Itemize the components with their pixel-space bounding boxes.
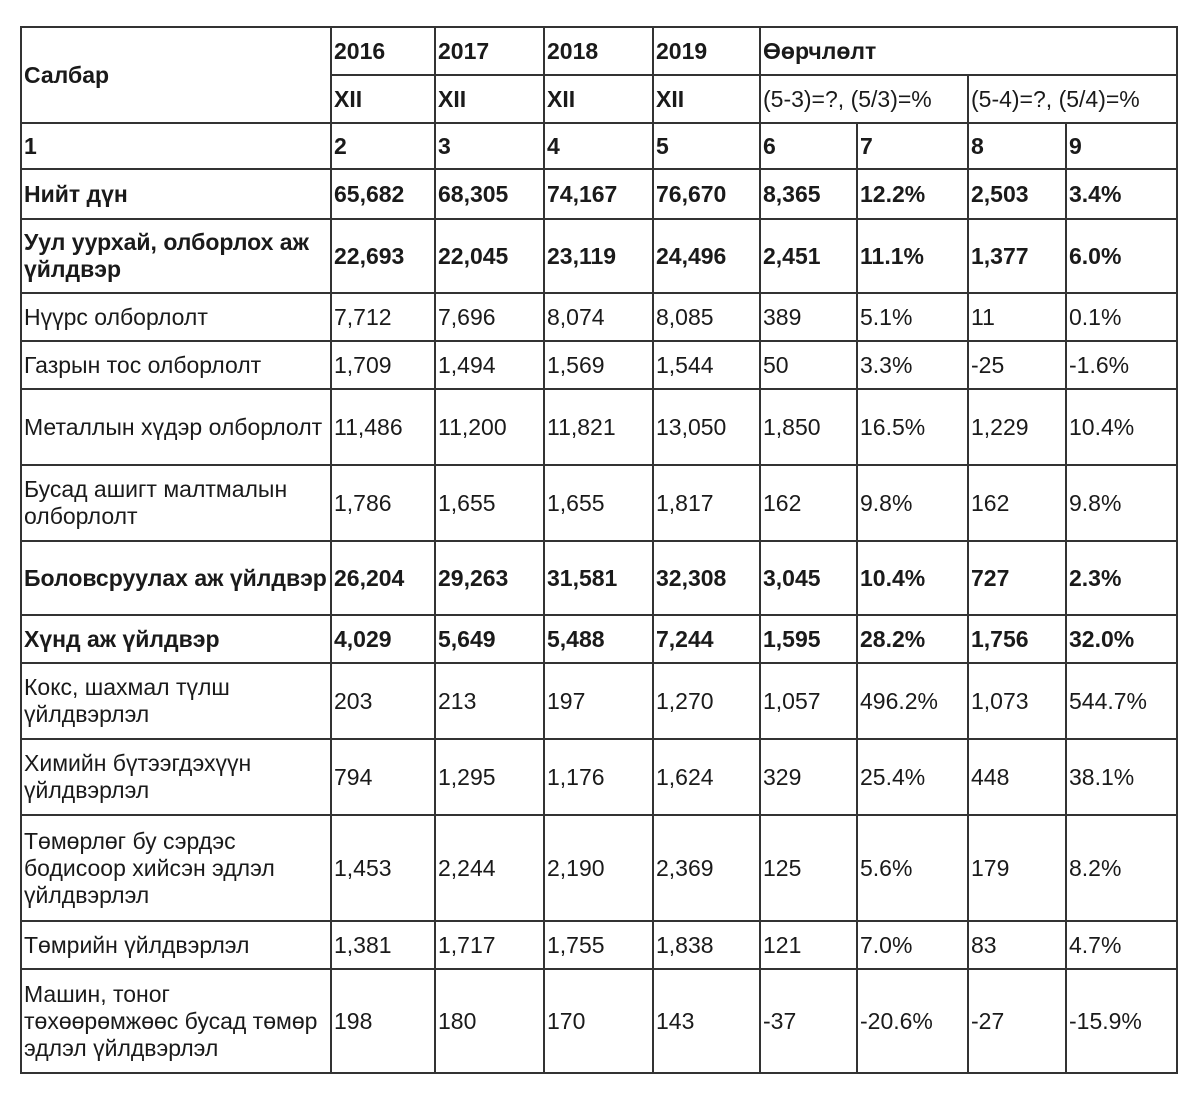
value-cell: -25: [968, 341, 1066, 389]
sector-name-cell: Кокс, шахмал түлш үйлдвэрлэл: [21, 663, 331, 739]
table-row: [21, 219, 1177, 293]
value-cell: 125: [760, 815, 857, 921]
value-cell: 1,569: [544, 341, 653, 389]
value-cell: 329: [760, 739, 857, 815]
column-number-cell: 8: [968, 123, 1066, 169]
value-cell: 1,595: [760, 615, 857, 663]
value-cell: 2,190: [544, 815, 653, 921]
value-cell: 0.1%: [1066, 293, 1177, 341]
value-cell: 143: [653, 969, 760, 1073]
value-cell: 7,712: [331, 293, 435, 341]
sector-name-cell: Төмрийн үйлдвэрлэл: [21, 921, 331, 969]
year-header-2016: 2016: [331, 27, 435, 75]
value-cell: 22,045: [435, 219, 544, 293]
value-cell: 727: [968, 541, 1066, 615]
value-cell: 76,670: [653, 169, 760, 219]
value-cell: 1,544: [653, 341, 760, 389]
sector-name-cell: Металлын хүдэр олборлолт: [21, 389, 331, 465]
value-cell: 1,381: [331, 921, 435, 969]
value-cell: 3.4%: [1066, 169, 1177, 219]
value-cell: 1,756: [968, 615, 1066, 663]
value-cell: 1,377: [968, 219, 1066, 293]
value-cell: 11.1%: [857, 219, 968, 293]
value-cell: 1,655: [544, 465, 653, 541]
value-cell: 28.2%: [857, 615, 968, 663]
value-cell: 26,204: [331, 541, 435, 615]
value-cell: 213: [435, 663, 544, 739]
value-cell: 1,786: [331, 465, 435, 541]
value-cell: 1,057: [760, 663, 857, 739]
column-number-cell: 1: [21, 123, 331, 169]
value-cell: 2,451: [760, 219, 857, 293]
value-cell: 1,755: [544, 921, 653, 969]
value-cell: 10.4%: [1066, 389, 1177, 465]
value-cell: 1,229: [968, 389, 1066, 465]
change-header-cell: Өөрчлөлт: [760, 27, 1177, 75]
table-row: [21, 389, 1177, 465]
table-row: [21, 293, 1177, 341]
value-cell: 32.0%: [1066, 615, 1177, 663]
value-cell: 9.8%: [1066, 465, 1177, 541]
value-cell: 1,624: [653, 739, 760, 815]
change-subheader-b: (5-4)=?, (5/4)=%: [968, 75, 1177, 123]
sector-name-cell: Нүүрс олборлолт: [21, 293, 331, 341]
column-number-cell: 9: [1066, 123, 1177, 169]
value-cell: 1,717: [435, 921, 544, 969]
change-subheader-a: (5-3)=?, (5/3)=%: [760, 75, 968, 123]
table-row: [21, 969, 1177, 1073]
value-cell: 11,486: [331, 389, 435, 465]
value-cell: 7,244: [653, 615, 760, 663]
year-header-2018: 2018: [544, 27, 653, 75]
value-cell: 31,581: [544, 541, 653, 615]
value-cell: 5.6%: [857, 815, 968, 921]
value-cell: 11,821: [544, 389, 653, 465]
value-cell: 170: [544, 969, 653, 1073]
value-cell: 5.1%: [857, 293, 968, 341]
column-number-cell: 4: [544, 123, 653, 169]
value-cell: 11,200: [435, 389, 544, 465]
value-cell: 198: [331, 969, 435, 1073]
value-cell: 16.5%: [857, 389, 968, 465]
value-cell: 448: [968, 739, 1066, 815]
value-cell: 121: [760, 921, 857, 969]
table-row: [21, 921, 1177, 969]
header-row-years: [21, 27, 1177, 75]
sector-name-cell: Газрын тос олборлолт: [21, 341, 331, 389]
value-cell: 24,496: [653, 219, 760, 293]
column-number-cell: 6: [760, 123, 857, 169]
value-cell: 22,693: [331, 219, 435, 293]
value-cell: 1,817: [653, 465, 760, 541]
value-cell: 7.0%: [857, 921, 968, 969]
sector-name-cell: Хүнд аж үйлдвэр: [21, 615, 331, 663]
sector-name-cell: Бусад ашигт малтмалын олборлолт: [21, 465, 331, 541]
year-header-2019: 2019: [653, 27, 760, 75]
value-cell: 8,085: [653, 293, 760, 341]
value-cell: 25.4%: [857, 739, 968, 815]
value-cell: 4,029: [331, 615, 435, 663]
value-cell: 1,494: [435, 341, 544, 389]
table-row: [21, 341, 1177, 389]
value-cell: 1,655: [435, 465, 544, 541]
column-number-row: [21, 123, 1177, 169]
table-row: [21, 663, 1177, 739]
value-cell: 1,709: [331, 341, 435, 389]
value-cell: 13,050: [653, 389, 760, 465]
value-cell: 3,045: [760, 541, 857, 615]
value-cell: -37: [760, 969, 857, 1073]
value-cell: 23,119: [544, 219, 653, 293]
value-cell: 203: [331, 663, 435, 739]
value-cell: 12.2%: [857, 169, 968, 219]
value-cell: 74,167: [544, 169, 653, 219]
value-cell: 2,503: [968, 169, 1066, 219]
table-row: [21, 541, 1177, 615]
value-cell: 162: [760, 465, 857, 541]
period-header-2019: XII: [653, 75, 760, 123]
sector-name-cell: Нийт дүн: [21, 169, 331, 219]
value-cell: -20.6%: [857, 969, 968, 1073]
value-cell: -15.9%: [1066, 969, 1177, 1073]
value-cell: 1,838: [653, 921, 760, 969]
value-cell: 1,073: [968, 663, 1066, 739]
value-cell: 2,369: [653, 815, 760, 921]
value-cell: -27: [968, 969, 1066, 1073]
value-cell: 8.2%: [1066, 815, 1177, 921]
value-cell: 4.7%: [1066, 921, 1177, 969]
sector-name-cell: Боловсруулах аж үйлдвэр: [21, 541, 331, 615]
value-cell: 9.8%: [857, 465, 968, 541]
value-cell: 179: [968, 815, 1066, 921]
value-cell: 29,263: [435, 541, 544, 615]
table-row: [21, 169, 1177, 219]
value-cell: 65,682: [331, 169, 435, 219]
value-cell: 3.3%: [857, 341, 968, 389]
value-cell: 5,488: [544, 615, 653, 663]
value-cell: 496.2%: [857, 663, 968, 739]
column-number-cell: 7: [857, 123, 968, 169]
value-cell: 38.1%: [1066, 739, 1177, 815]
value-cell: 5,649: [435, 615, 544, 663]
value-cell: 8,365: [760, 169, 857, 219]
value-cell: 1,453: [331, 815, 435, 921]
value-cell: 83: [968, 921, 1066, 969]
value-cell: 1,176: [544, 739, 653, 815]
table-row: [21, 815, 1177, 921]
value-cell: 180: [435, 969, 544, 1073]
column-number-cell: 5: [653, 123, 760, 169]
value-cell: 10.4%: [857, 541, 968, 615]
value-cell: 389: [760, 293, 857, 341]
value-cell: 197: [544, 663, 653, 739]
value-cell: 32,308: [653, 541, 760, 615]
value-cell: 162: [968, 465, 1066, 541]
value-cell: 2,244: [435, 815, 544, 921]
value-cell: 11: [968, 293, 1066, 341]
table-row: [21, 465, 1177, 541]
value-cell: 1,270: [653, 663, 760, 739]
period-header-2018: XII: [544, 75, 653, 123]
sector-name-cell: Машин, тоног төхөөрөмжөөс бусад төмөр эдлэл үйлдвэрлэл: [21, 969, 331, 1073]
period-header-2016: XII: [331, 75, 435, 123]
table-row: [21, 615, 1177, 663]
table-body: [21, 27, 1177, 1073]
value-cell: 68,305: [435, 169, 544, 219]
column-number-cell: 3: [435, 123, 544, 169]
sector-name-cell: Химийн бүтээгдэхүүн үйлдвэрлэл: [21, 739, 331, 815]
value-cell: 8,074: [544, 293, 653, 341]
value-cell: -1.6%: [1066, 341, 1177, 389]
sector-header-cell: Салбар: [21, 27, 331, 123]
sector-name-cell: Уул уурхай, олборлох аж үйлдвэр: [21, 219, 331, 293]
value-cell: 1,295: [435, 739, 544, 815]
table-row: [21, 739, 1177, 815]
value-cell: 544.7%: [1066, 663, 1177, 739]
value-cell: 7,696: [435, 293, 544, 341]
year-header-2017: 2017: [435, 27, 544, 75]
value-cell: 50: [760, 341, 857, 389]
value-cell: 794: [331, 739, 435, 815]
sector-name-cell: Төмөрлөг бу сэрдэс бодисоор хийсэн эдлэл үйлдвэрлэл: [21, 815, 331, 921]
industry-statistics-table: [20, 26, 1178, 1074]
column-number-cell: 2: [331, 123, 435, 169]
value-cell: 6.0%: [1066, 219, 1177, 293]
period-header-2017: XII: [435, 75, 544, 123]
value-cell: 2.3%: [1066, 541, 1177, 615]
value-cell: 1,850: [760, 389, 857, 465]
